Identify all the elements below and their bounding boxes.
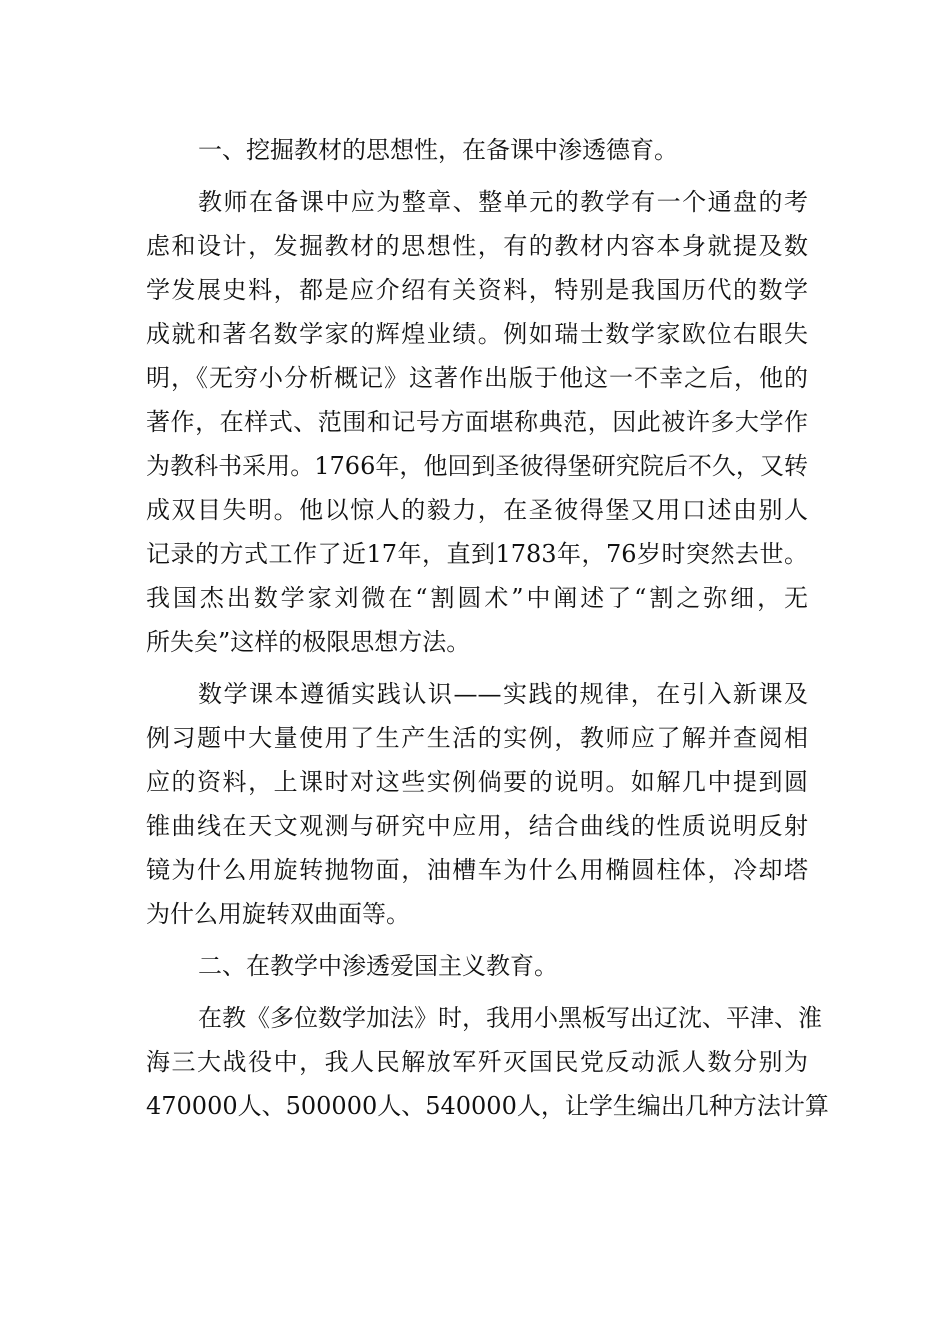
text-line: 镜为什么用旋转抛物面，油槽车为什么用椭圆柱体，冷却塔 [146, 856, 808, 884]
text-line: 著作，在样式、范围和记号方面堪称典范，因此被许多大学作 [146, 408, 808, 436]
section-heading-2 [146, 944, 808, 988]
text-line: 教师在备课中应为整章、整单元的教学有一个通盘的考 [198, 188, 808, 216]
section-heading-1 [146, 128, 808, 172]
text-line: 应的资料，上课时对这些实例倘要的说明。如解几中提到圆 [146, 768, 808, 796]
text-line: 成双目失明。他以惊人的毅力，在圣彼得堡又用口述由别人 [146, 496, 808, 524]
text-line: 学发展史料，都是应介绍有关资料，特别是我国历代的数学 [146, 276, 808, 304]
paragraph-1 [146, 180, 808, 664]
text-line: 成就和著名数学家的辉煌业绩。例如瑞士数学家欧位右眼失 [146, 320, 808, 348]
text-line: 我国杰出数学家刘微在“割圆术”中阐述了“割之弥细，无 [146, 584, 808, 612]
text-line: 数学课本遵循实践认识——实践的规律，在引入新课及 [198, 680, 808, 708]
text-line: 一、挖掘教材的思想性，在备课中渗透德育。 [198, 136, 678, 164]
text-line: 470000人、500000人、540000人，让学生编出几种方法计算 [146, 1092, 829, 1120]
text-line: 记录的方式工作了近17年，直到1783年，76岁时突然去世。 [146, 540, 808, 568]
text-line: 锥曲线在天文观测与研究中应用，结合曲线的性质说明反射 [146, 812, 808, 840]
text-line: 虑和设计，发掘教材的思想性，有的教材内容本身就提及数 [146, 232, 808, 260]
text-line: 二、在教学中渗透爱国主义教育。 [198, 952, 558, 980]
text-line: 在教《多位数学加法》时，我用小黑板写出辽沈、平津、淮 [198, 1004, 822, 1032]
text-line: 海三大战役中，我人民解放军歼灭国民党反动派人数分别为 [146, 1048, 808, 1076]
text-line: 明，《无穷小分析概记》这著作出版于他这一不幸之后，他的 [146, 364, 808, 392]
text-line: 为教科书采用。1766年，他回到圣彼得堡研究院后不久，又转 [146, 452, 808, 480]
paragraph-2 [146, 672, 808, 936]
text-line: 所失矣”这样的极限思想方法。 [146, 628, 471, 656]
text-line: 例习题中大量使用了生产生活的实例，教师应了解并查阅相 [146, 724, 808, 752]
paragraph-3 [146, 996, 829, 1128]
text-line: 为什么用旋转双曲面等。 [146, 900, 410, 928]
document-body [146, 128, 829, 1128]
